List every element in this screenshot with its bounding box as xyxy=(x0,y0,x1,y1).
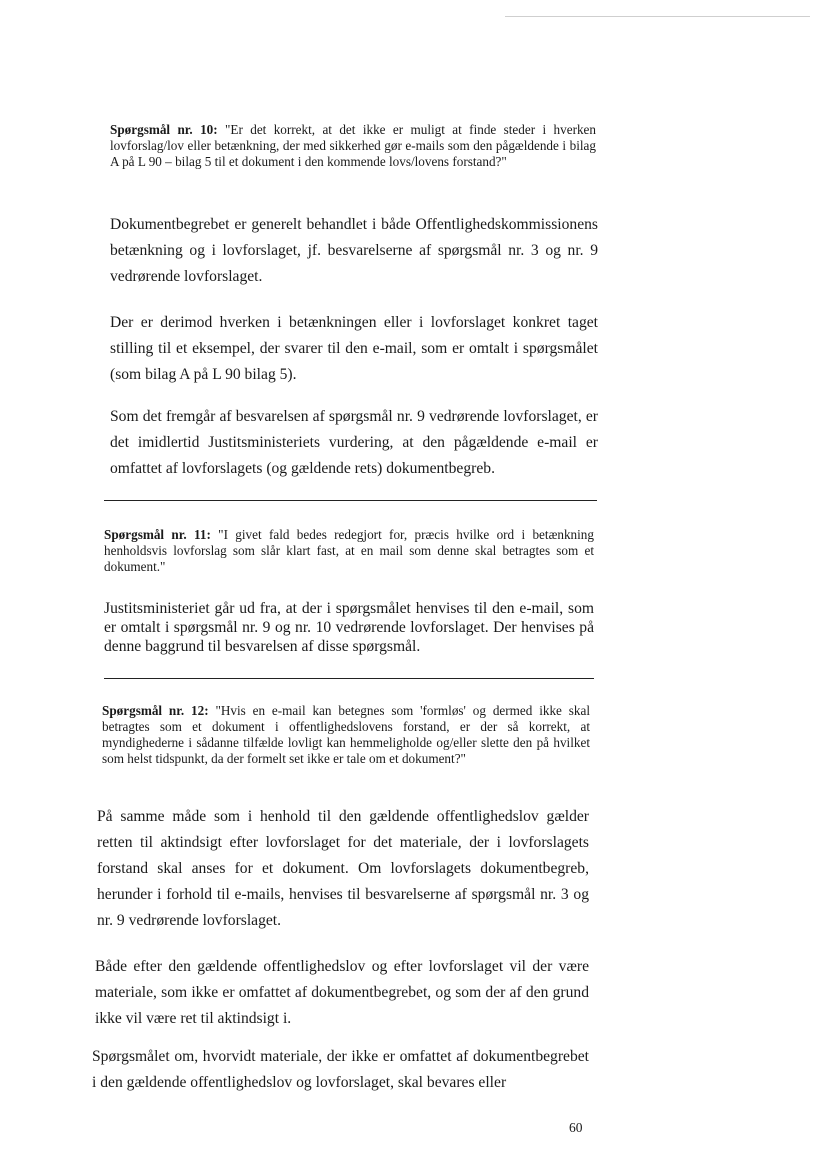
answer-10-paragraph-3: Som det fremgår af besvarelsen af spørgsmål nr. 9 vedrørende lovforslaget, er det imidlertid Justitsministeriets vurdering, at den pågældende e-mail er omfattet af lovforslagets (og gældende rets) dokumentbegreb. xyxy=(110,408,598,477)
page-number: 60 xyxy=(569,1120,583,1135)
question-12 xyxy=(102,703,590,767)
scan-artifact-line xyxy=(505,16,810,17)
answer-12-paragraph-2: Både efter den gældende offentlighedslov og efter lovforslaget vil der være materiale, som ikke er omfattet af dokumentbegrebet, og som der af den grund ikke vil være ret til aktindsigt i. xyxy=(95,958,589,1027)
section-divider-1 xyxy=(104,500,597,501)
question-11 xyxy=(104,527,594,575)
question-11-label: Spørgsmål nr. 11: xyxy=(104,527,211,542)
question-12-text: "Hvis en e-mail kan betegnes som 'formløs' og dermed ikke skal betragtes som et dokument i offentlighedslovens forstand, er der så korrekt, at myndighederne i sådanne tilfælde lovligt kan hemmeligholde og/eller slette den på hvilket som helst tidspunkt, da der formelt set ikke er tale om et dokument?" xyxy=(102,703,591,766)
answer-11-paragraph-1: Justitsministeriet går ud fra, at der i spørgsmålet henvises til den e-mail, som er omtalt i spørgsmål nr. 9 og nr. 10 vedrørende lovforslaget. Der henvises på denne baggrund til besvarelsen af disse spørgsmål. xyxy=(104,600,594,655)
question-12-label: Spørgsmål nr. 12: xyxy=(102,703,209,718)
question-11-text: "I givet fald bedes redegjort for, præcis hvilke ord i betænkning henholdsvis lovforslag som slår klart fast, at en mail som denne skal betragtes som et dokument." xyxy=(104,527,594,574)
answer-12-paragraph-1: På samme måde som i henhold til den gældende offentlighedslov gælder retten til aktindsigt efter lovforslaget for det materiale, der i lovforslagets forstand skal anses for et dokument. Om lovforslagets dokumentbegreb, herunder i forhold til e-mails, henvises til besvarelserne af spørgsmål nr. 3 og nr. 9 vedrørende lovforslaget. xyxy=(97,808,589,929)
question-10 xyxy=(110,122,596,170)
answer-10-paragraph-1: Dokumentbegrebet er generelt behandlet i både Offentlighedskommissionens betænkning og i lovforslaget, jf. besvarelserne af spørgsmål nr. 3 og nr. 9 vedrørende lovforslaget. xyxy=(110,216,598,285)
answer-10-paragraph-2: Der er derimod hverken i betænkningen eller i lovforslaget konkret taget stilling til et eksempel, der svarer til den e-mail, som er omtalt i spørgsmålet (som bilag A på L 90 bilag 5). xyxy=(110,314,598,383)
question-10-label: Spørgsmål nr. 10: xyxy=(110,122,218,137)
question-10-text: "Er det korrekt, at det ikke er muligt at finde steder i hverken lovforslag/lov eller betænkning, der med sikkerhed gør e-mails som den pågældende i bilag A på L 90 – bilag 5 til et dokument i den kommende lovs/lovens forstand?" xyxy=(110,122,596,169)
answer-12-paragraph-3: Spørgsmålet om, hvorvidt materiale, der ikke er omfattet af dokumentbegrebet i den gældende offentlighedslov og lovforslaget, skal bevares eller xyxy=(92,1048,589,1091)
section-divider-2 xyxy=(104,678,594,679)
